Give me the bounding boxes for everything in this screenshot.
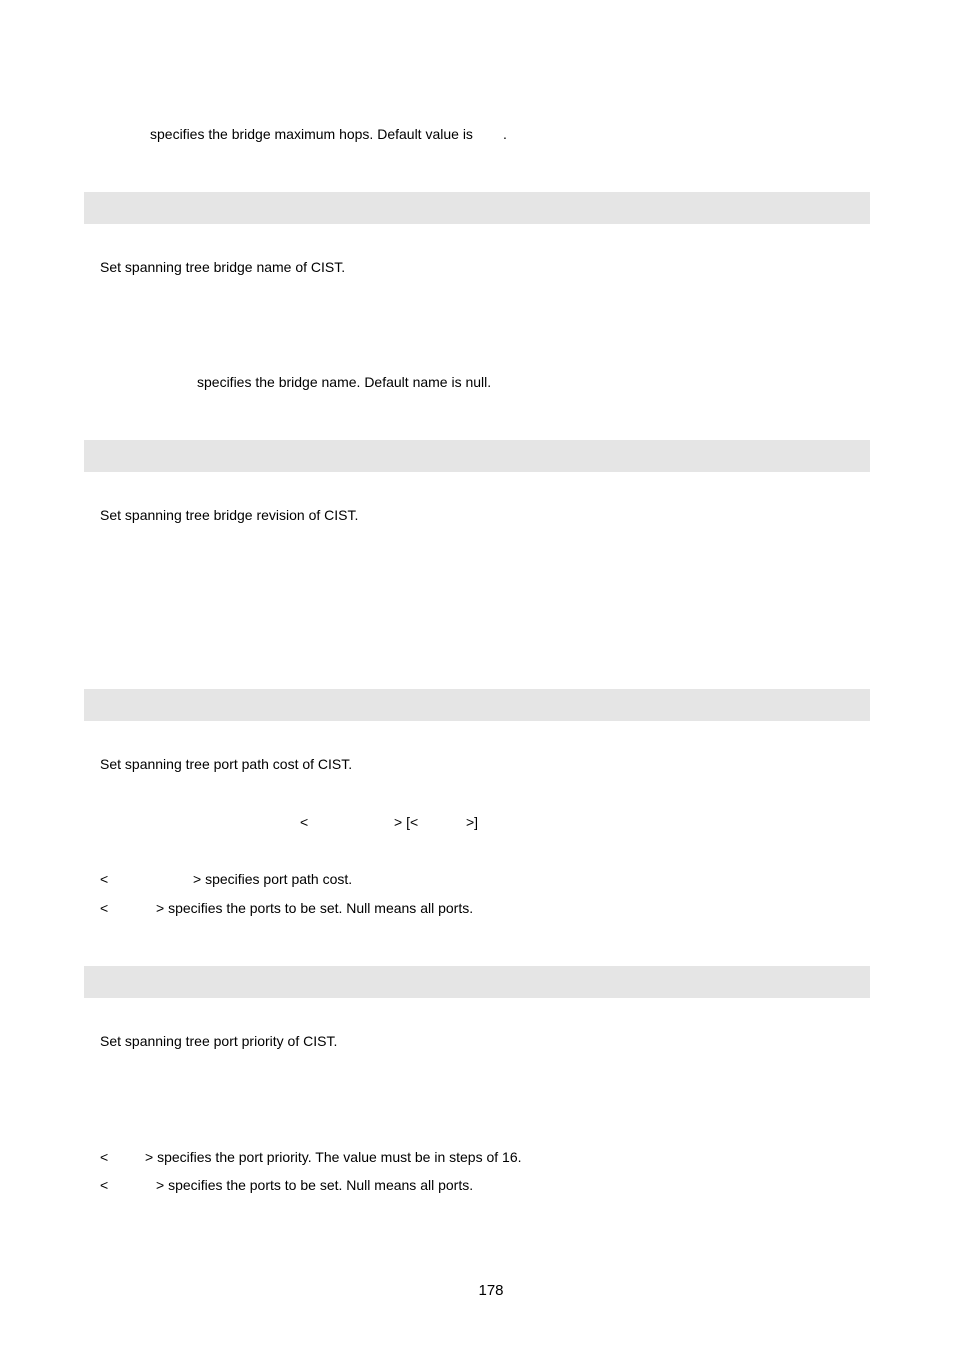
bridge-name-parameter-description: specifies the bridge name. Default name is null. bbox=[197, 374, 492, 390]
section-header-bar-port-path-cost bbox=[84, 689, 870, 721]
section-header-bar-bridge-revision bbox=[84, 440, 870, 472]
port-path-cost-description: Set spanning tree port path cost of CIST. bbox=[100, 756, 353, 772]
port-path-cost-param2-description: > specifies the ports to be set. Null means all ports. bbox=[156, 900, 474, 916]
port-path-cost-syntax-close: >] bbox=[466, 814, 479, 830]
bridge-name-description: Set spanning tree bridge name of CIST. bbox=[100, 259, 346, 275]
port-priority-description: Set spanning tree port priority of CIST. bbox=[100, 1033, 338, 1049]
port-path-cost-syntax-middle: > [< bbox=[394, 814, 419, 830]
port-priority-param2-description: > specifies the ports to be set. Null means all ports. bbox=[156, 1177, 474, 1193]
page-number: 178 bbox=[478, 1282, 504, 1299]
max-hops-period: . bbox=[503, 126, 507, 142]
port-priority-param1-description: > specifies the port priority. The value must be in steps of 16. bbox=[145, 1149, 522, 1165]
port-priority-param1-open: < bbox=[100, 1149, 109, 1165]
port-path-cost-param1-description: > specifies port path cost. bbox=[193, 871, 353, 887]
port-path-cost-syntax-open: < bbox=[300, 814, 309, 830]
port-path-cost-param1-open: < bbox=[100, 871, 109, 887]
section-header-bar-port-priority bbox=[84, 966, 870, 998]
max-hops-description: specifies the bridge maximum hops. Default value is bbox=[150, 126, 473, 142]
port-path-cost-param2-open: < bbox=[100, 900, 109, 916]
section-header-bar-bridge-name bbox=[84, 192, 870, 224]
port-priority-param2-open: < bbox=[100, 1177, 109, 1193]
bridge-revision-description: Set spanning tree bridge revision of CIST. bbox=[100, 507, 359, 523]
